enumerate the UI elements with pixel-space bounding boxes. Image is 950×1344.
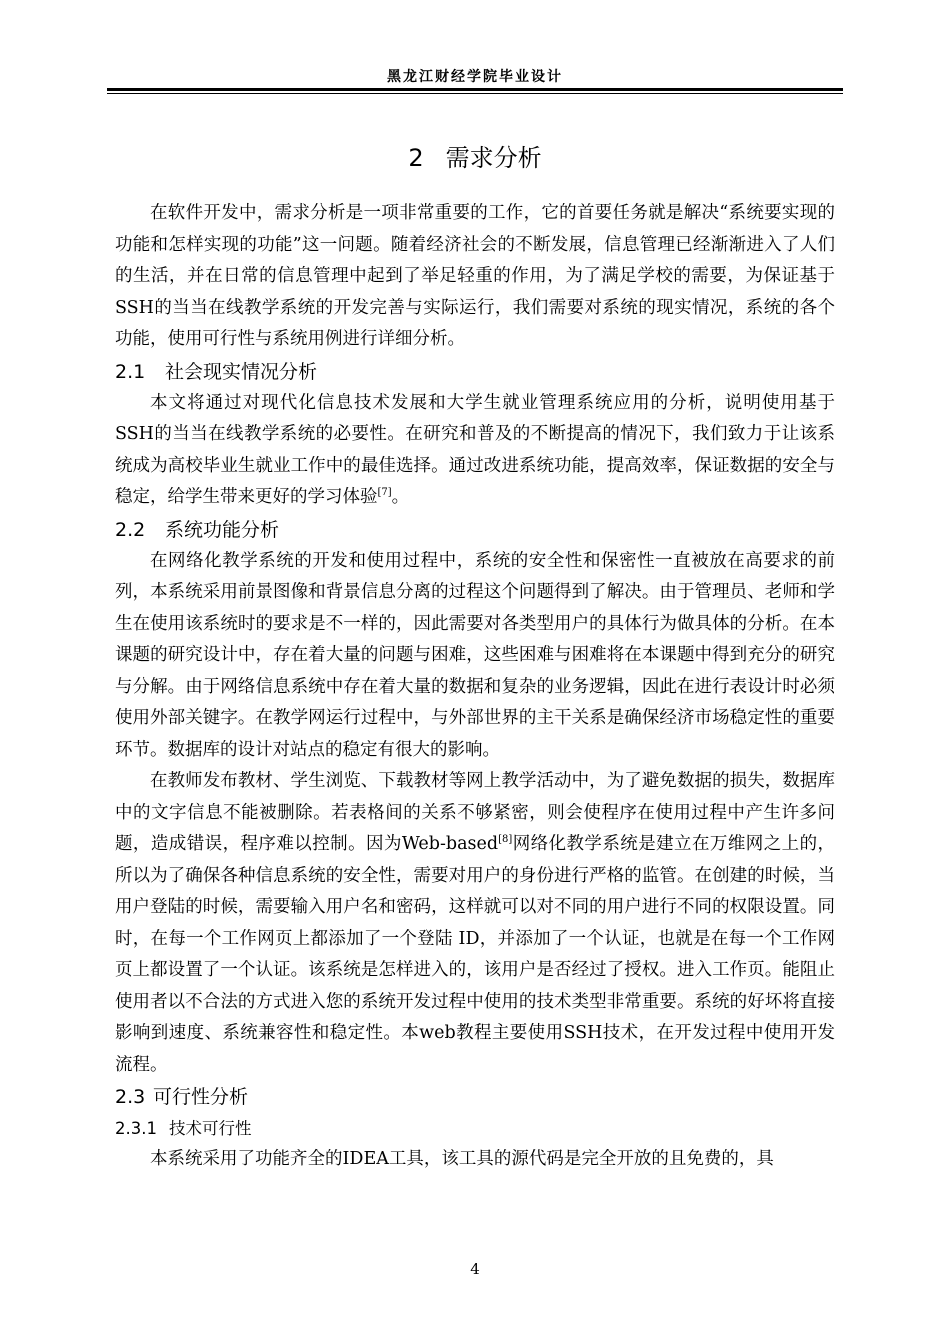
citation: [8] <box>498 834 513 846</box>
citation: [7] <box>377 487 392 499</box>
chapter-number: 2 <box>408 144 424 172</box>
paragraph-text: 在教师发布教材、学生浏览、下载教材等网上教学活动中，为了避免数据的损失，数据库中的文字信息不能被删除。若表格间的关系不够紧密，则会使程序在使用过程中产生许多问题，造成错误，程序难以控制。因为Web-based <box>115 771 835 854</box>
section-2-3-1-paragraph: 本系统采用了功能齐全的IDEA工具，该工具的源代码是完全开放的且免费的，具 <box>150 1149 774 1169</box>
section-title: 社会现实情况分析 <box>165 360 318 383</box>
section-2-2-paragraph-1: 在网络化教学系统的开发和使用过程中，系统的安全性和保密性一直被放在高要求的前列，本系统采用前景图像和背景信息分离的过程这个问题得到了解决。由于管理员、老师和学生在使用该系统时的要求是不一样的，因此需要对各类型用户的具体行为做具体的分析。在本课题的研究设计中，存在着大量的问题与困难，这些困难与困难将在本课题中得到充分的研究与分解。由于网络信息系统中存在着大量的数据和复杂的业务逻辑，因此在进行表设计时必须使用外部关键字。在教学网运行过程中，与外部世界的主干关系是确保经济市场稳定性的重要环节。数据库的设计对站点的稳定有很大的影响。 <box>115 550 835 760</box>
page-number: 4 <box>470 1260 480 1278</box>
page-header: 黑龙江财经学院毕业设计 <box>387 69 563 85</box>
section-number: 2.3 <box>115 1086 146 1108</box>
section-number: 2.2 <box>115 518 146 541</box>
chapter-title <box>107 138 843 173</box>
section-2-1-paragraph <box>115 388 835 514</box>
subsection-number: 2.3.1 <box>115 1119 157 1138</box>
subsection-title: 技术可行性 <box>169 1119 252 1138</box>
paragraph-text: 本文将通过对现代化信息技术发展和大学生就业管理系统应用的分析，说明使用基于SSH的当当在线教学系统的必要性。在研究和普及的不断提高的情况下，我们致力于让该系统成为高校毕业生就业工作中的最佳选择。通过改进系统功能，提高效率，保证数据的安全与稳定，给学生带来更好的学习体验 <box>115 392 835 507</box>
paragraph-tail: 。 <box>391 487 410 507</box>
section-2-2-paragraph-2 <box>115 766 835 1081</box>
section-title: 可行性分析 <box>153 1086 249 1108</box>
section-heading-2-1 <box>115 356 835 388</box>
header-rule-thin <box>107 93 843 94</box>
subsection-heading-2-3-1 <box>115 1113 835 1144</box>
section-heading-2-3 <box>115 1081 835 1113</box>
section-title: 系统功能分析 <box>165 518 280 541</box>
document-body <box>115 198 835 1176</box>
header-rule-thick <box>107 88 843 91</box>
section-heading-2-2 <box>115 514 835 546</box>
paragraph-text-continued: 网络化教学系统是建立在万维网之上的，所以为了确保各种信息系统的安全性，需要对用户的身份进行严格的监管。在创建的时候，当用户登陆的时候，需要输入用户名和密码，这样就可以对不同的用户进行不同的权限设置。同时，在每一个工作网页上都添加了一个登陆 ID，并添加了一个认证，也就是在每一个工作网页上都设置了一个认证。该系统是怎样进入的，该用户是否经过了授权。进入工作页。能阻止使用者以不合法的方式进入您的系统开发过程中使用的技术类型非常重要。系统的好坏将直接影响到速度、系统兼容性和稳定性。本web教程主要使用SSH技术，在开发过程中使用开发流程。 <box>115 834 835 1075</box>
chapter-title-text: 需求分析 <box>445 144 542 172</box>
section-number: 2.1 <box>115 360 146 383</box>
intro-paragraph: 在软件开发中，需求分析是一项非常重要的工作，它的首要任务就是解决“系统要实现的功能和怎样实现的功能”这一问题。随着经济社会的不断发展，信息管理已经渐渐进入了人们的生活，并在日常的信息管理中起到了举足轻重的作用，为了满足学校的需要，为保证基于SSH的当当在线教学系统的开发完善与实际运行，我们需要对系统的现实情况，系统的各个功能，使用可行性与系统用例进行详细分析。 <box>115 203 835 349</box>
